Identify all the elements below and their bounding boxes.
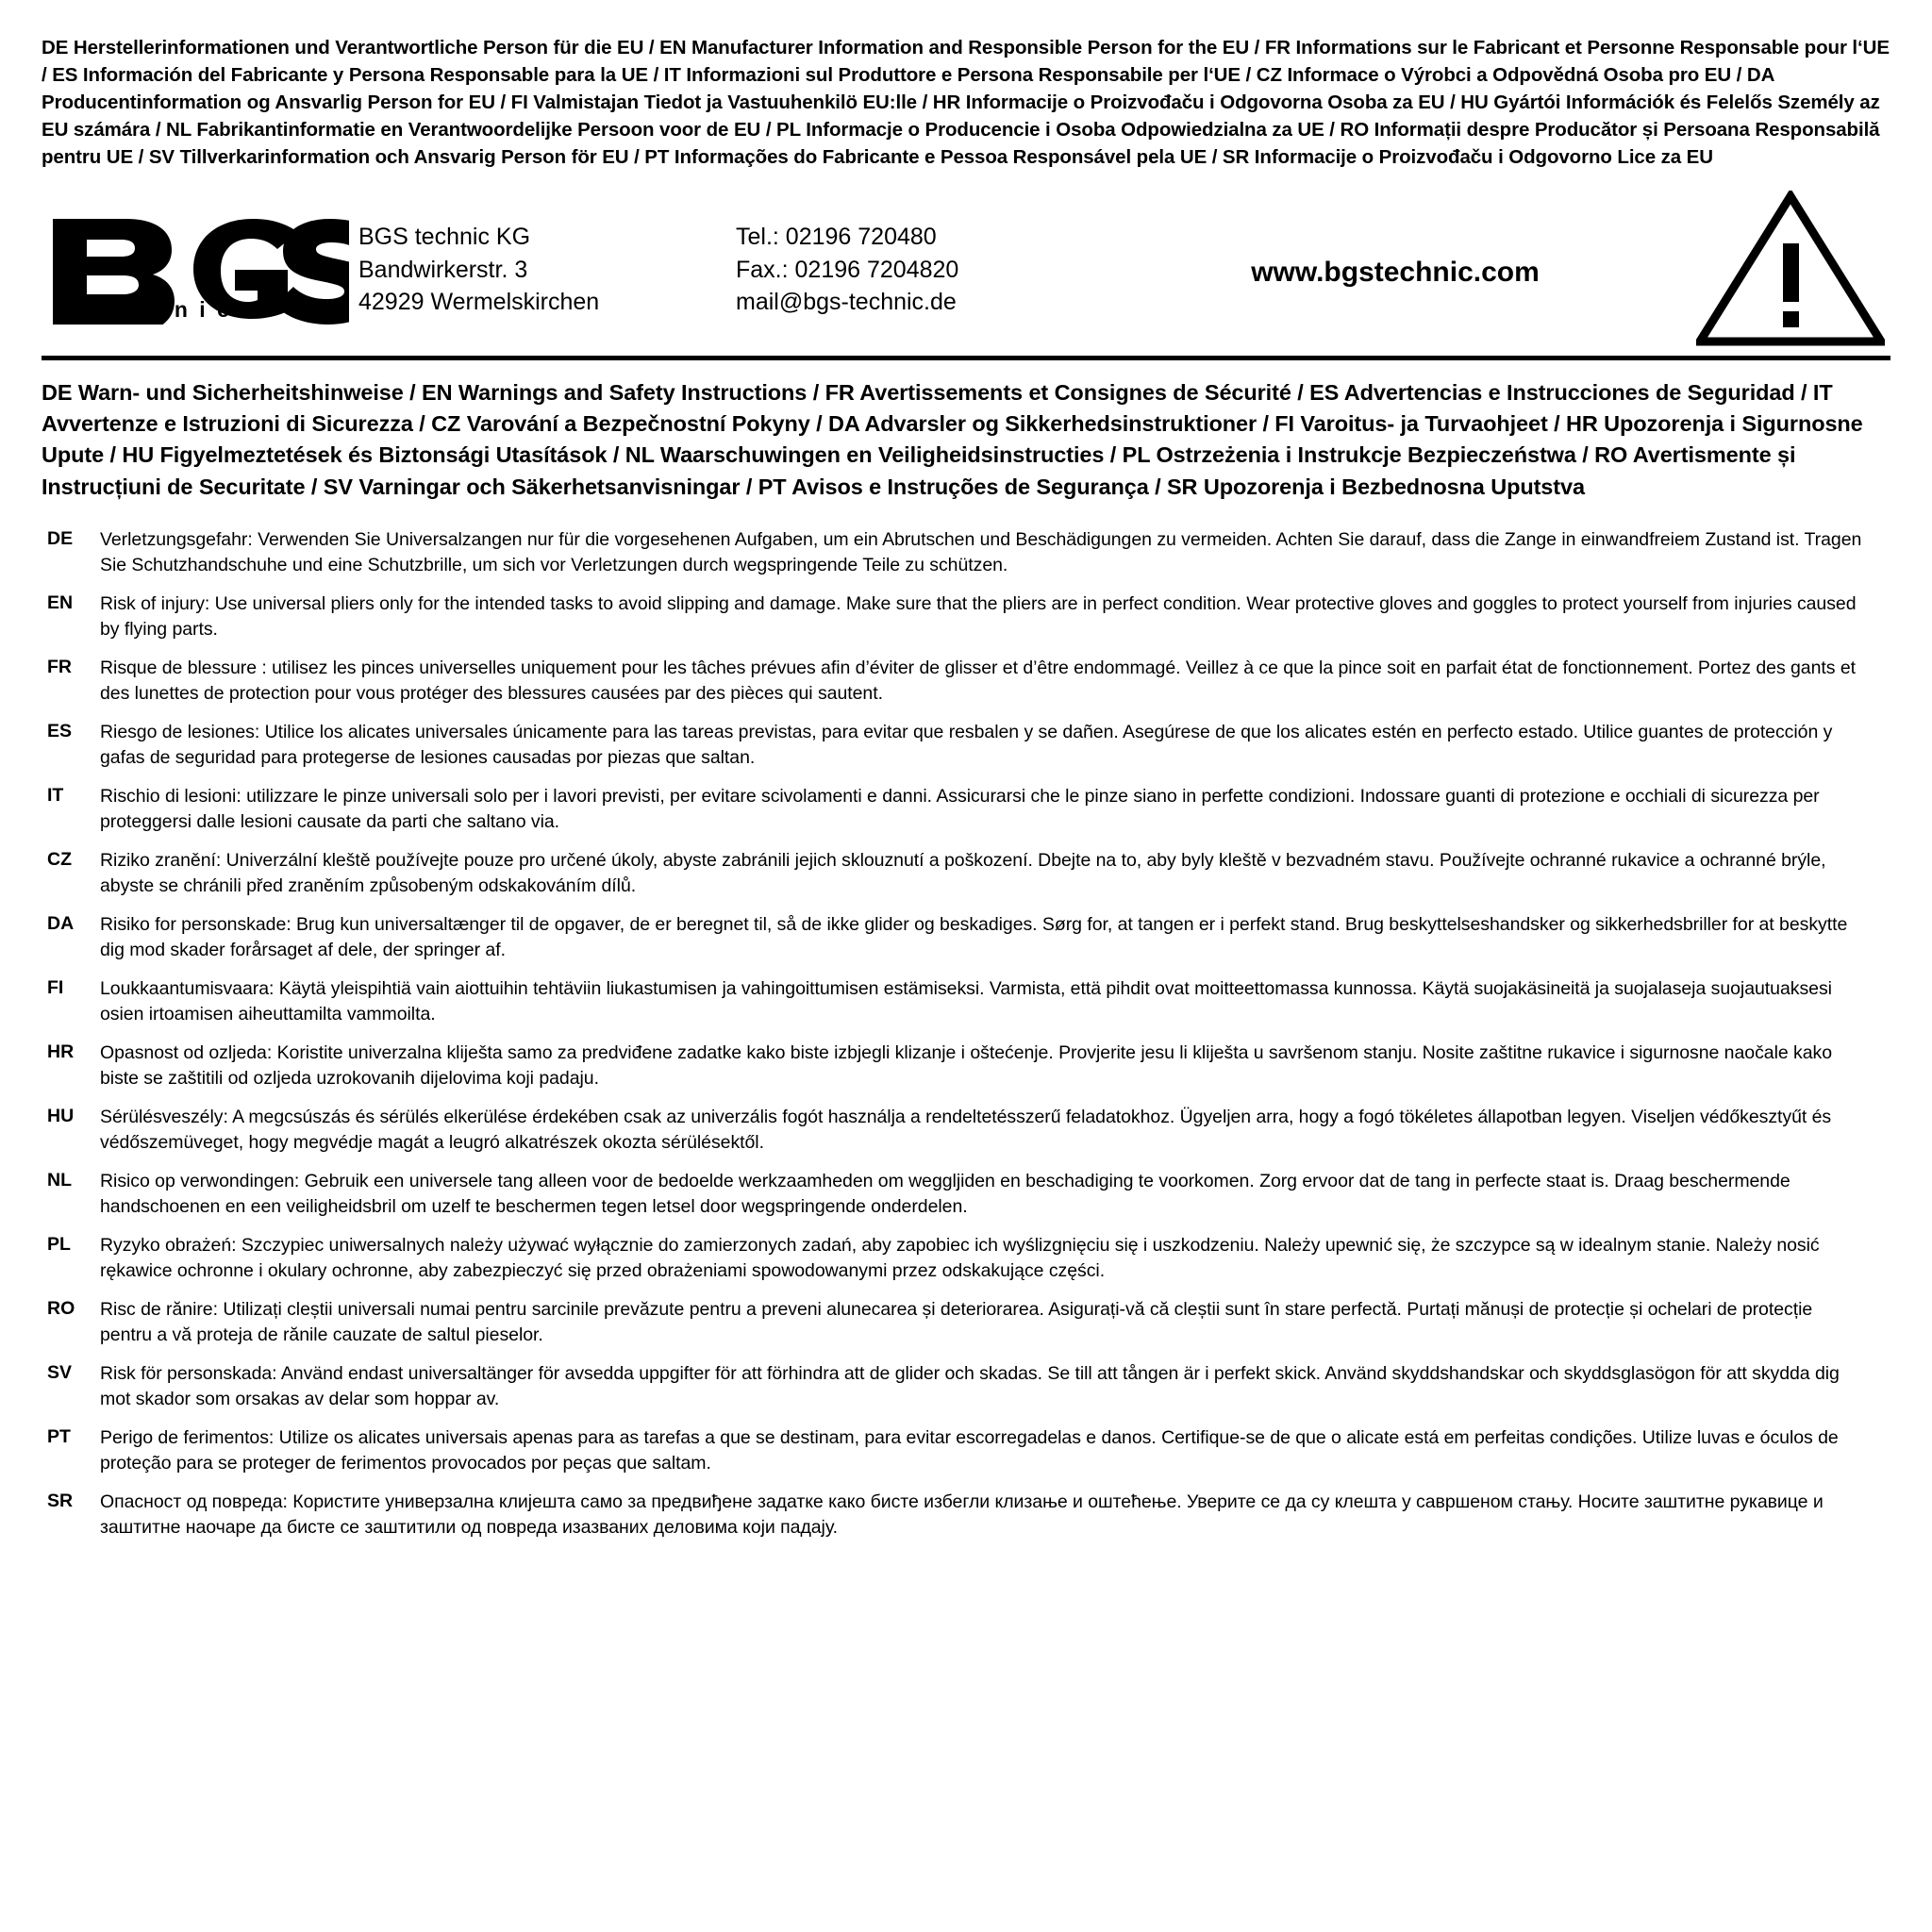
instruction-text: Опасност од повреда: Користите универзална клијешта само за предвиђене задатке како бисте избегли клизање и оштећење. Уверите се да су клешта у савршеном стању. Носите заштитне рукавице и заштитне наочаре да бисте се заштитили од повреда изазваних деловима који падају.: [100, 1491, 1824, 1538]
instruction-text: Ryzyko obrażeń: Szczypiec uniwersalnych należy używać wyłącznie do zamierzonych zadań, aby zapobiec ich wyślizgnięciu się i uszkodzeniu. Należy upewnić się, że szczypce są w idealnym stanie. Należy nosić rękawice ochronne i okulary ochronne, aby zabezpieczyć się przed obrażeniami spowodowanymi przez odskakujące części.: [100, 1235, 1820, 1281]
instruction-text: Verletzungsgefahr: Verwenden Sie Universalzangen nur für die vorgesehenen Aufgaben, um ein Abrutschen und Beschädigungen zu vermeiden. Achten Sie darauf, dass die Zange in einwandfreiem Zustand ist. Tragen Sie Schutzhandschuhe und eine Schutzbrille, um sich vor Verletzungen durch wegspringende Teile zu schützen.: [100, 528, 1862, 575]
instruction-row: [42, 1490, 1890, 1540]
language-code: EN: [47, 592, 74, 614]
language-code: HR: [47, 1041, 75, 1063]
company-street: Bandwirkerstr. 3: [358, 256, 528, 283]
company-name: BGS technic KG: [358, 224, 531, 251]
instruction-row: [42, 1361, 1890, 1411]
instruction-text: Riziko zranění: Univerzální kleště používejte pouze pro určené úkoly, abyste zabránili jejich sklouznutí a poškození. Dbejte na to, aby byly kleště v bezvadném stavu. Používejte ochranné rukavice a ochranné brýle, abyste se chránili před zraněním způsobeným odskakováním dílů.: [100, 850, 1826, 896]
instruction-row: [42, 591, 1890, 641]
language-code: RO: [47, 1298, 75, 1320]
instructions-list: [42, 527, 1890, 1541]
section-title: DE Warn- und Sicherheitshinweise / EN Warnings and Safety Instructions / FR Avertissements et Consignes de Sécurité / ES Advertencias e Instrucciones de Seguridad / IT Avvertenze e Istruzioni di Sicurezza / CZ Varování a Bezpečnostní Pokyny / DA Advarsler og Sikkerhedsinstruktioner / FI Varoitus- ja Turvaohjeet / HR Upozorenja i Sigurnosne Upute / HU Figyelmeztetések és Biztonsági Utasítások / NL Waarschuwingen en Veiligheidsinstructies / PL Ostrzeżenia i Instrukcje Bezpieczeństwa / RO Avertismente și Instrucțiuni de Securitate / SV Varningar och Säkerhetsanvisningar / PT Avisos e Instruções de Segurança / SR Upozorenja i Bezbednosna Uputstva: [42, 379, 1863, 499]
language-code: ES: [47, 721, 73, 742]
instruction-row: [42, 1297, 1890, 1347]
instruction-text: Sérülésveszély: A megcsúszás és sérülés elkerülése érdekében csak az univerzális fogót használja a rendeltetésszerű feladatokhoz. Ügyeljen arra, hogy a fogó tökéletes állapotban legyen. Viseljen védőkesztyűt és védőszemüveget, hogy megvédje magát a leugró alkatrészek okozta sérülésektől.: [100, 1107, 1832, 1153]
language-code: IT: [47, 785, 64, 807]
instruction-row: [42, 848, 1890, 898]
language-code: DA: [47, 913, 75, 935]
warning-triangle-icon: [1687, 191, 1890, 346]
instruction-text: Risk för personskada: Använd endast universaltänger för avsedda uppgifter för att förhindra att de glider och skadas. Se till att tången är i perfekt skick. Använd skyddshandskar och skyddsglasögon för att skydda dig mot skador som orsakas av delar som hoppar av.: [100, 1363, 1840, 1409]
header-language-list: DE Herstellerinformationen und Verantwortliche Person für die EU / EN Manufacturer Information and Responsible Person for the EU / FR Informations sur le Fabricant et Personne Responsable pour l‘UE / ES Información del Fabricante y Persona Responsable para la UE / IT Informazioni sul Produttore e Persona Responsabile per l‘UE / CZ Informace o Výrobci a Odpovědná Osoba pro EU / DA Producentinformation og Ansvarlig Person for EU / FI Valmistajan Tiedot ja Vastuuhenkilö EU:lle / HR Informacije o Proizvođaču i Odgovorna Osoba za EU / HU Gyártói Információk és Felelős Személy az EU számára / NL Fabrikantinformatie en Verantwoordelijke Persoon voor de EU / PL Informacje o Producencie i Osoba Odpowiedzialna za UE / RO Informații despre Producător și Persoana Responsabilă pentru UE / SV Tillverkarinformation och Ansvarig Person för EU / PT Informações do Fabricante e Pessoa Responsável pela UE / SR Informacije o Proizvođaču i Odgovorno Lice za EU: [42, 37, 1890, 169]
instruction-text: Perigo de ferimentos: Utilize os alicates universais apenas para as tarefas a que se destinam, para evitar escorregadelas e danos. Certifique-se de que o alicate está em perfeitas condições. Utilize luvas e óculos de proteção para se proteger de ferimentos provocados por peças que saltam.: [100, 1427, 1839, 1474]
instruction-text: Risiko for personskade: Brug kun universaltænger til de opgaver, de er beregnet til, så de ikke glider og beskadiges. Sørg for, at tangen er i perfekt stand. Brug beskyttelseshandsker og sikkerhedsbriller for at beskytte dig mod skader forårsaget af dele, der springer af.: [100, 914, 1848, 960]
company-website[interactable]: www.bgstechnic.com: [1251, 257, 1540, 289]
language-code: FR: [47, 657, 72, 678]
instruction-row: [42, 912, 1890, 962]
instruction-text: Opasnost od ozljeda: Koristite univerzalna kliješta samo za predviđene zadatke kako biste izbjegli klizanje i oštećenje. Provjerite jesu li kliješta u savršenom stanju. Nosite zaštitne rukavice i sigurnosne naočale kako biste se zaštitili od ozljeda uzrokovanih dijelovima koji padaju.: [100, 1042, 1833, 1089]
language-code: FI: [47, 977, 64, 999]
company-header: [42, 185, 1890, 360]
company-tel: Tel.: 02196 720480: [736, 224, 937, 251]
instruction-row: [42, 656, 1890, 706]
instruction-text: Risc de rănire: Utilizați cleștii universali numai pentru sarcinile prevăzute pentru a preveni alunecarea și deteriorarea. Asigurați-vă că cleștii sunt în stare perfectă. Purtați mănuși de protecție și ochelari de protecție pentru a vă proteja de rănile cauzate de saltul pieselor.: [100, 1299, 1813, 1345]
language-code: PT: [47, 1426, 71, 1448]
instruction-text: Riesgo de lesiones: Utilice los alicates universales únicamente para las tareas previstas, para evitar que resbalen y se dañen. Asegúrese de que los alicates estén en perfecto estado. Utilice guantes de protección y gafas de seguridad para protegerse de lesiones causadas por piezas que saltan.: [100, 722, 1833, 768]
language-code: CZ: [47, 849, 72, 871]
language-code: NL: [47, 1170, 72, 1191]
instruction-row: [42, 1041, 1890, 1091]
instruction-row: [42, 1105, 1890, 1155]
language-code: DE: [47, 527, 74, 549]
instruction-text: Risque de blessure : utilisez les pinces universelles uniquement pour les tâches prévues afin d’éviter de glisser et d’être endommagé. Veillez à ce que la pince soit en parfait état de fonctionnement. Portez des gants et des lunettes de protection pour vous protéger des blessures causées par des pièces qui sautent.: [100, 658, 1856, 704]
company-address: [358, 217, 736, 319]
language-code: HU: [47, 1106, 75, 1127]
language-code: SR: [47, 1491, 74, 1512]
company-fax: Fax.: 02196 7204820: [736, 256, 959, 283]
instruction-row: [42, 1425, 1890, 1475]
instruction-row: [42, 976, 1890, 1026]
instruction-row: [42, 1233, 1890, 1283]
instruction-row: [42, 527, 1890, 577]
svg-text:®: ®: [317, 215, 333, 240]
instruction-row: [42, 1169, 1890, 1219]
instruction-text: Rischio di lesioni: utilizzare le pinze universali solo per i lavori previsti, per evitare scivolamenti e danni. Assicurarsi che le pinze siano in perfette condizioni. Indossare guanti di protezione e occhiali di sicurezza per proteggersi dalle lesioni causate da parti che saltano via.: [100, 786, 1820, 832]
instruction-text: Risk of injury: Use universal pliers only for the intended tasks to avoid slipping and damage. Make sure that the pliers are in perfect condition. Wear protective gloves and goggles to protect yourself from injuries caused by flying parts.: [100, 593, 1857, 640]
instruction-text: Loukkaantumisvaara: Käytä yleispihtiä vain aiottuihin tehtäviin liukastumisen ja vahingoittumisen estämiseksi. Varmista, että pihdit ovat moitteettomassa kunnossa. Käytä suojakäsineitä ja suojalaseja suojautuaksesi osien irtoamisen aiheuttamilta vammoilta.: [100, 978, 1832, 1024]
instruction-row: [42, 720, 1890, 770]
instruction-row: [42, 784, 1890, 834]
company-email[interactable]: mail@bgs-technic.de: [736, 289, 957, 316]
svg-text:t e c h n i c: t e c h n i c: [83, 297, 232, 323]
language-code: SV: [47, 1362, 73, 1384]
company-contact: [736, 217, 1104, 319]
bgs-logo: [42, 211, 358, 325]
company-city: 42929 Wermelskirchen: [358, 289, 600, 316]
instruction-text: Risico op verwondingen: Gebruik een universele tang alleen voor de bedoelde werkzaamheden om weggljiden en beschadiging te voorkomen. Zorg ervoor dat de tang in perfecte staat is. Draag beschermende handschoenen en een veiligheidsbril om uzelf te beschermen tegen letsel door wegspringende onderdelen.: [100, 1171, 1790, 1217]
language-code: PL: [47, 1234, 71, 1256]
